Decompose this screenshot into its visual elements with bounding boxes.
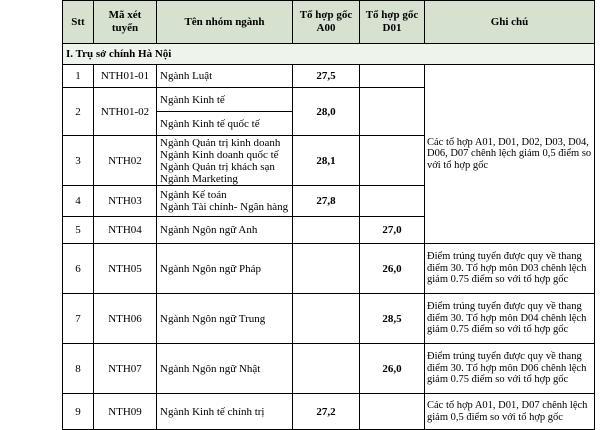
admission-score-table: [62, 0, 595, 430]
cell-note: Các tổ hợp A01, D01, D07 chênh lệch giảm 0,5 điểm so với tổ hợp gốc: [425, 394, 595, 430]
cell-stt: 4: [63, 186, 94, 217]
cell-d01: [360, 65, 425, 88]
cell-d01: 28,5: [360, 294, 425, 344]
cell-group: [157, 112, 293, 136]
cell-stt: 5: [63, 217, 94, 244]
cell-code: NTH07: [94, 344, 157, 394]
cell-group: [157, 136, 293, 186]
group-name: Ngành Ngôn ngữ Anh: [160, 224, 258, 236]
group-name: Ngành Kế toán: [160, 189, 227, 201]
group-name: Ngành Kinh tế chính trị: [160, 405, 265, 418]
table-row: [63, 244, 595, 294]
cell-group: [157, 217, 293, 244]
cell-a00: 27,5: [293, 65, 360, 88]
cell-code: NTH09: [94, 394, 157, 430]
cell-a00: 27,2: [293, 394, 360, 430]
group-name: Ngành Tài chính- Ngân hàng: [160, 201, 289, 213]
cell-code: NTH06: [94, 294, 157, 344]
cell-stt: 9: [63, 394, 94, 430]
cell-group: [157, 244, 293, 294]
cell-stt: 3: [63, 136, 94, 186]
group-name: Ngành Ngôn ngữ Nhật: [160, 362, 261, 375]
header-note: Ghi chú: [425, 1, 595, 44]
cell-code: NTH03: [94, 186, 157, 217]
cell-stt: 6: [63, 244, 94, 294]
group-name: Ngành Ngôn ngữ Trung: [160, 312, 266, 325]
cell-d01: 27,0: [360, 217, 425, 244]
table-row: [63, 65, 595, 88]
cell-group: [157, 88, 293, 112]
cell-a00: [293, 217, 360, 244]
cell-code: NTH02: [94, 136, 157, 186]
group-name: Ngành Marketing: [160, 172, 238, 185]
header-stt: Stt: [63, 1, 94, 44]
cell-a00: 28,1: [293, 136, 360, 186]
cell-a00: [293, 294, 360, 344]
cell-stt: 8: [63, 344, 94, 394]
group-name: Ngành Quản trị khách sạn: [160, 160, 275, 173]
cell-a00: 28,0: [293, 88, 360, 136]
cell-d01: [360, 136, 425, 186]
cell-group: [157, 65, 293, 88]
table-row: [63, 394, 595, 430]
section-title: I. Trụ sở chính Hà Nội: [63, 44, 595, 65]
group-name: Ngành Kinh tế quốc tế: [160, 117, 260, 130]
cell-a00: [293, 244, 360, 294]
cell-stt: 7: [63, 294, 94, 344]
header-row: [63, 1, 595, 44]
header-d01: Tổ hợp gốc D01: [360, 1, 425, 44]
cell-d01: [360, 394, 425, 430]
cell-code: NTH01-02: [94, 88, 157, 136]
cell-code: NTH01-01: [94, 65, 157, 88]
cell-note: Điểm trúng tuyển được quy về thang điểm 30. Tổ hợp môn D06 chênh lệch giảm 0.75 điểm so với tổ hợp gốc: [425, 344, 595, 394]
cell-note: Điểm trúng tuyển được quy về thang điểm 30. Tổ hợp môn D03 chênh lệch giảm 0.75 điểm so với tổ hợp gốc: [425, 244, 595, 294]
cell-stt: 1: [63, 65, 94, 88]
cell-stt: 2: [63, 88, 94, 136]
group-name: Ngành Quản trị kinh doanh: [160, 136, 281, 149]
table-row: [63, 344, 595, 394]
cell-group: [157, 344, 293, 394]
group-name: Ngành Luật: [160, 70, 213, 82]
group-name: Ngành Kinh tế: [160, 93, 225, 106]
cell-a00: [293, 344, 360, 394]
cell-d01: [360, 186, 425, 217]
cell-code: NTH04: [94, 217, 157, 244]
table-row: [63, 294, 595, 344]
section-row: [63, 44, 595, 65]
cell-d01: [360, 88, 425, 136]
header-code: Mã xét tuyển: [94, 1, 157, 44]
cell-a00: 27,8: [293, 186, 360, 217]
cell-note-group: Các tổ hợp A01, D01, D02, D03, D04, D06, D07 chênh lệch giảm 0,5 điểm so với tổ hợp gốc: [425, 65, 595, 244]
group-name: Ngành Kinh doanh quốc tế: [160, 148, 279, 161]
group-name: Ngành Ngôn ngữ Pháp: [160, 262, 261, 275]
cell-code: NTH05: [94, 244, 157, 294]
cell-group: [157, 186, 293, 217]
header-a00: Tổ hợp gốc A00: [293, 1, 360, 44]
cell-d01: 26,0: [360, 344, 425, 394]
cell-d01: 26,0: [360, 244, 425, 294]
cell-group: [157, 394, 293, 430]
header-group: Tên nhóm ngành: [157, 1, 293, 44]
cell-note: Điểm trúng tuyển được quy về thang điểm 30. Tổ hợp môn D04 chênh lệch giảm 0.75 điểm so với tổ hợp gốc: [425, 294, 595, 344]
cell-group: [157, 294, 293, 344]
